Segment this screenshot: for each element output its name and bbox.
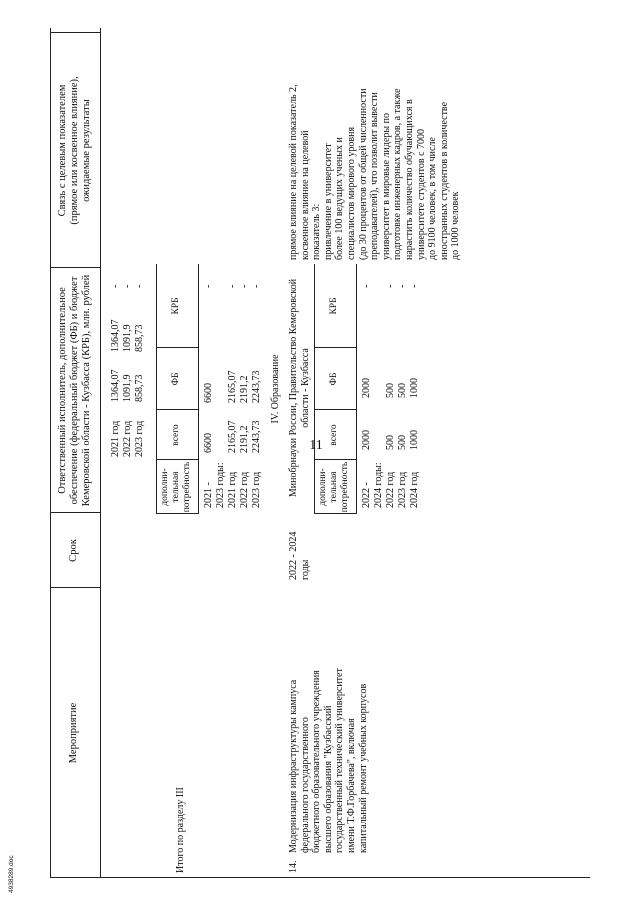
- s3-sub-head-need: дополни- тельная потребность: [160, 461, 192, 513]
- header-funding: Ответственный исполнитель, дополнительное обеспечение (федеральный бюджет (ФБ) и бюджет Кемеровской области - Кузбасса (КРБ), млн. рублей: [57, 274, 92, 507]
- top-fb-2: 1091,9: [122, 324, 133, 352]
- top-year-2: 2022 год: [122, 420, 133, 457]
- top-total-1: 1364,07: [110, 369, 121, 402]
- i14-fb-2: 500: [385, 383, 396, 398]
- top-krb-2: -: [122, 284, 133, 288]
- s3-fb-1: 6600: [203, 383, 214, 403]
- i14-total-1: 2000: [361, 430, 372, 450]
- i14-sub-head-total: всего: [329, 424, 339, 446]
- s3-sub-head-total: всего: [171, 424, 181, 446]
- s3-year-3: 2022 год: [239, 471, 250, 508]
- i14-subtable-top: [314, 264, 315, 514]
- i14-total-4: 1000: [409, 430, 420, 450]
- top-krb-3: -: [134, 284, 145, 288]
- s3-subtable-header-bottom: [198, 264, 199, 514]
- i14-sub-head-fb: ФБ: [329, 372, 339, 386]
- top-fb-1: 1364,07: [110, 319, 121, 352]
- header-link: Связь с целевым показателем (прямое или косвенное влияние), ожидаемые результаты: [57, 76, 92, 225]
- header-term: Срок: [68, 539, 79, 562]
- i14-year-4: 2024 год: [409, 471, 420, 508]
- s3-total-3: 2191,2: [239, 425, 250, 453]
- s3-year-1: 2021 - 2023 годы:: [203, 462, 226, 508]
- s3-krb-2: -: [227, 284, 238, 288]
- i14-total-2: 500: [385, 435, 396, 450]
- i14-subtable-header-bottom: [356, 264, 357, 514]
- i14-sub-head-need: дополни- тельная потребность: [318, 461, 350, 513]
- s3-total-1: 6600: [203, 433, 214, 453]
- header-activity: Мероприятие: [68, 702, 79, 764]
- s3-total-2: 2165,07: [227, 420, 238, 453]
- s3-sub-head-krb: КРБ: [171, 297, 181, 315]
- item14-term: 2022 - 2024 годы: [288, 531, 311, 580]
- i14-year-1: 2022 - 2024 годы:: [361, 462, 384, 508]
- s3-krb-3: -: [239, 284, 250, 288]
- rotated-table: [50, 28, 590, 878]
- i14-year-3: 2023 год: [397, 471, 408, 508]
- s3-krb-4: -: [251, 284, 262, 288]
- item14-number: 14.: [288, 860, 299, 873]
- section4-title: IV. Образование: [270, 354, 281, 424]
- i14-krb-2: -: [385, 284, 396, 288]
- i14-year-2: 2022 год: [385, 471, 396, 508]
- s3-fb-3: 2191,2: [239, 375, 250, 403]
- top-krb-1: -: [110, 284, 121, 288]
- i14-krb-4: -: [409, 284, 420, 288]
- item14-activity: Модернизация инфраструктуры кампуса федерального государственного бюджетного образовательного учреждения высшего образования "Кузбасский государственный технический университет имени Т.Ф.Горбачева", включая капитальный ремонт учебных корпусов: [288, 668, 369, 853]
- top-year-3: 2023 год: [134, 420, 145, 457]
- s3-sub-head-fb: ФБ: [171, 372, 181, 386]
- table-left-border: [50, 877, 590, 878]
- item14-responsible: Минобрнауки России, Правительство Кемеровской области - Кузбасса: [288, 278, 311, 498]
- i14-fb-3: 500: [397, 383, 408, 398]
- i14-fb-1: 2000: [361, 378, 372, 398]
- top-total-2: 1091,9: [122, 374, 133, 402]
- s3-subtable-top: [156, 264, 157, 514]
- page-number: 11: [309, 438, 323, 453]
- i14-total-3: 500: [397, 435, 408, 450]
- total-section3-label: Итого по разделу III: [175, 787, 186, 873]
- top-total-3: 858,73: [134, 374, 145, 402]
- table-top-border: [50, 28, 51, 878]
- s3-fb-2: 2165,07: [227, 370, 238, 403]
- top-fb-3: 858,73: [134, 324, 145, 352]
- i14-fb-4: 1000: [409, 378, 420, 398]
- top-year-1: 2021 год: [110, 420, 121, 457]
- i14-sub-head-krb: КРБ: [329, 297, 339, 315]
- s3-total-4: 2243,73: [251, 420, 262, 453]
- document-id: 4938289.doc: [8, 855, 15, 893]
- item14-link-text: прямое влияние на целевой показатель 2, косвенное влияние на целевой показатель 3: привлечение в университет более 100 ведущих ученых и специалистов мирового уровня (до 30 процентов от общей численности преподавателей), что позволит вывести университет в мировые лидеры по подготовке инженерных кадров, а также нарастить количество обучающихся в университете студентов с 7000 до 9100 человек, в том числе иностранных студентов в количестве до 1000 человек: [288, 84, 462, 260]
- s3-krb-1: -: [203, 284, 214, 288]
- header-bottom-border: [100, 28, 101, 878]
- s3-year-2: 2021 год: [227, 471, 238, 508]
- s3-year-4: 2023 год: [251, 471, 262, 508]
- i14-krb-1: -: [361, 284, 372, 288]
- i14-krb-3: -: [397, 284, 408, 288]
- s3-fb-4: 2243,73: [251, 370, 262, 403]
